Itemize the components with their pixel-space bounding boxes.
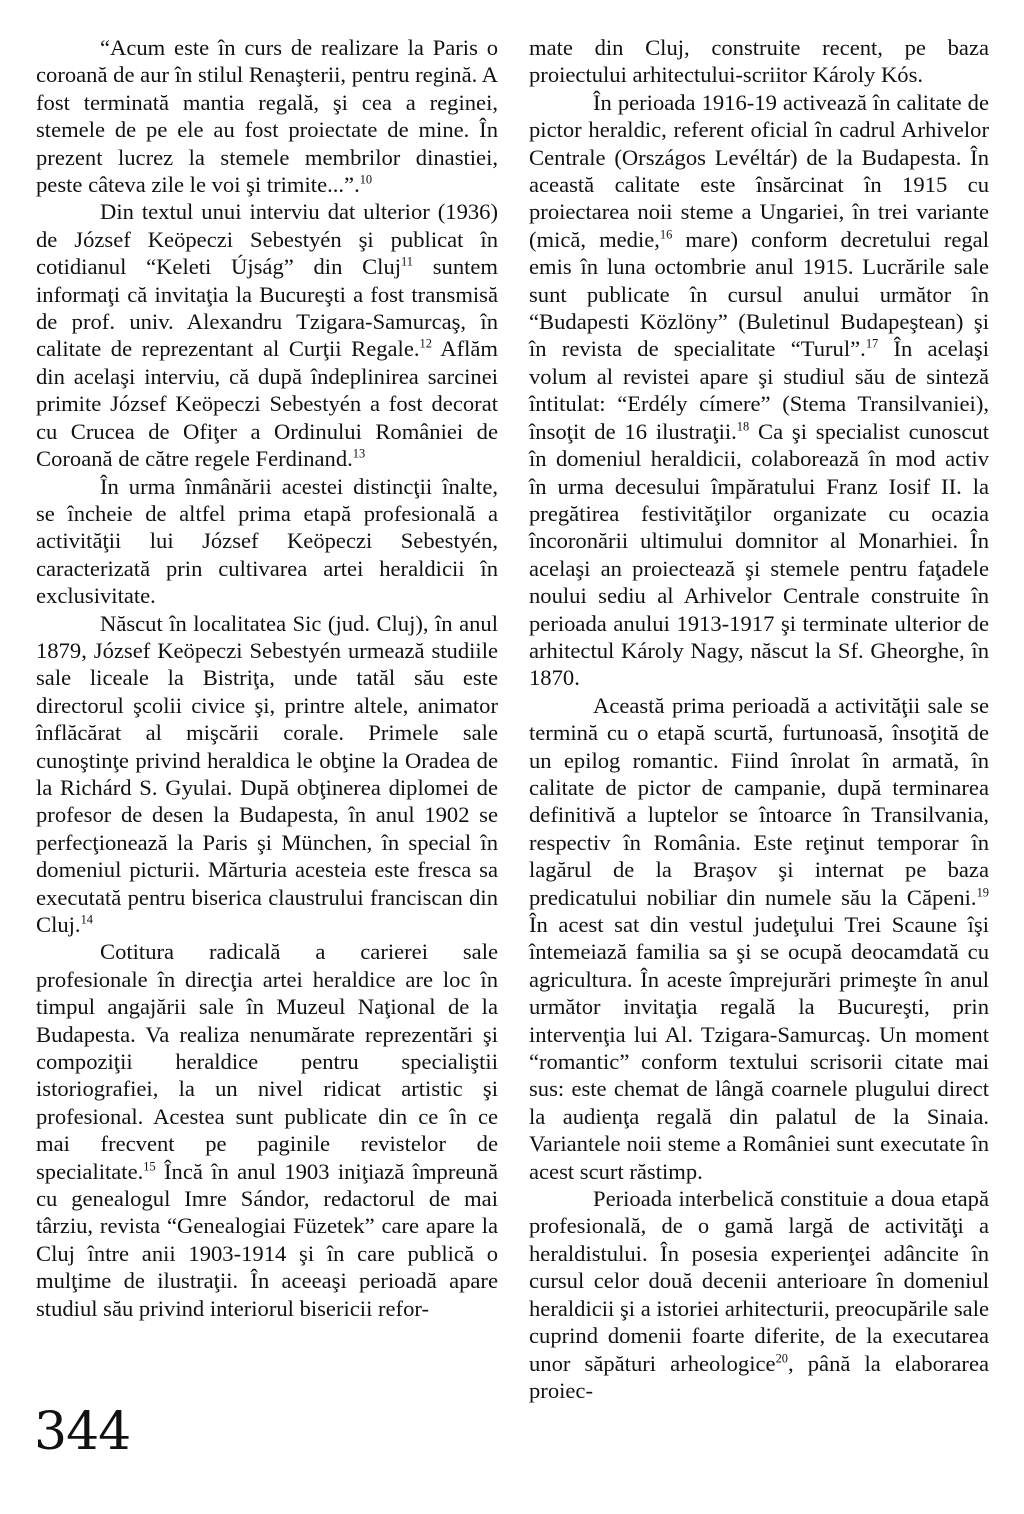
text-run: Încă în anul 1903 iniţiază împreună cu genealogul Imre Sándor, redactorul de mai târziu, revista “Genealogiai Füzetek” care apare la Cluj între anii 1903-1914 şi în care publică o mulţime de ilustraţii. În aceeaşi perioadă apare studiul său privind interiorul bisericii refor- — [36, 1158, 498, 1321]
footnote-marker: 14 — [80, 912, 93, 927]
paragraph — [36, 198, 498, 472]
paragraph — [36, 34, 498, 198]
text-run: În acelaşi volum al revistei apare şi studiul său de sinteză întitulat: “Erdély címere” (Stema Transilvaniei), însoţit de 16 ilustraţii. — [529, 336, 989, 444]
footnote-marker: 10 — [359, 172, 373, 187]
text-run: suntem informaţi că invitaţia la Bucureşti a fost transmisă de prof. univ. Alexandru Tzigara-Samurcaş, în calitate de reprezentant al Curţii Regale. — [36, 254, 498, 362]
text-run: În perioada 1916-19 activează în calitate de pictor heraldic, referent oficial în cadrul Arhivelor Centrale (Országos Levéltár) de la Budapesta. În această calitate este însărcinat în 1915 cu proiectarea noii steme a Ungariei, în trei variante (mică, medie, — [529, 89, 989, 252]
paragraph — [529, 1185, 989, 1404]
text-run: Din textul unui interviu dat ulterior (1936) de József Keöpeczi Sebestyén şi publicat în cotidianul “Keleti Újság” din Cluj — [36, 199, 498, 280]
text-run: “Acum este în curs de realizare la Paris o coroană de aur în stilul Renaşterii, pentru regină. A fost terminată mantia regală, şi cea a reginei, stemele de pe ele au fost proiectate de mine. În prezent lucrez la stemele membrilor dinastiei, peste câteva zile le voi şi trimite...”. — [36, 35, 498, 198]
footnote-marker: 13 — [352, 446, 366, 461]
text-run: mate din Cluj, construite recent, pe baza proiectului arhitectului-scriitor Károly Kós. — [529, 35, 989, 88]
text-run: Perioada interbelică constituie a doua etapă profesională, de o gamă largă de activităţi a heraldistului. În posesia experienţei adâncite în cursul celor două decenii anterioare în domeniul heraldicii şi a istoriei arhitecturii, preocupările sale cuprind domenii foarte diferite, de la executarea unor săpături arheologice — [529, 1186, 989, 1376]
footnote-marker: 20 — [775, 1350, 788, 1365]
footnote-marker: 12 — [419, 336, 432, 351]
right-text-column — [529, 34, 989, 1404]
footnote-marker: 17 — [865, 336, 879, 351]
paragraph — [529, 692, 989, 1185]
text-run: , până la elaborarea proiec- — [529, 1350, 989, 1403]
footnote-marker: 19 — [976, 885, 989, 900]
left-text-column — [36, 34, 498, 1322]
text-run: Această prima perioadă a activităţii sale se termină cu o etapă scurtă, furtunoasă, însoţită de un epilog romantic. Fiind înrolat în armată, în calitate de pictor de campanie, după terminarea definitivă a luptelor se întoarce în Transilvania, respectiv în România. Este reţinut temporar în lagărul de la Braşov şi internat pe baza predicatului nobiliar din numele său la Căpeni. — [529, 692, 989, 910]
footnote-marker: 11 — [401, 254, 413, 269]
paragraph — [36, 473, 498, 610]
paragraph — [36, 938, 498, 1322]
text-run: Născut în localitatea Sic (jud. Cluj), în anul 1879, József Keöpeczi Sebestyén urmează studiile sale liceale la Bistriţa, unde tatăl său este directorul şcolii civice şi, printre altele, animator înflăcărat al mişcării corale. Primele sale cunoştinţe privind heraldica le obţine la Oradea de la Richárd S. Gyulai. După obţinerea diplomei de profesor de desen la Budapesta, în anul 1902 se perfecţionează la Paris şi München, în special în domeniul picturii. Mărturia acesteia este fresca sa executată pentru biserica claustrului franciscan din Cluj. — [36, 610, 498, 937]
footnote-marker: 16 — [659, 227, 673, 242]
text-run: Cotitura radicală a carierei sale profesionale în direcţia artei heraldice are loc în timpul angajării sale în Muzeul Naţional de la Budapesta. Va realiza nenumărate reprezentări şi compoziţii heraldice pentru specialiştii istoriografiei, la un nivel ridicat artistic şi profesional. Acestea sunt publicate din ce în ce mai frecvent pe paginile revistelor de specialitate. — [36, 939, 498, 1184]
page-number: 344 — [34, 1402, 131, 1462]
paragraph — [529, 34, 989, 89]
text-run: Ca şi specialist cunoscut în domeniul heraldicii, colaborează în mod activ în urma decesului împăratului Franz Iosif II. la pregătirea festivităţilor organizate cu ocazia încoronării ultimului domnitor al Monarhiei. În acelaşi an proiectează şi stemele pentru faţadele noului sediu al Arhivelor Centrale construite în perioada anului 1913-1917 şi terminate ulterior de arhitectul Károly Nagy, născut la Sf. Gheorghe, în 1870. — [529, 418, 989, 691]
text-run: În acest sat din vestul judeţului Trei Scaune îşi întemeiază familia sa şi se ocupă deocamdată cu agricultura. În aceste împrejurări primeşte în anul următor invitaţia regală la Bucureşti, prin intervenţia lui Al. Tzigara-Samurcaş. Un moment “romantic” conform textului scrisorii citate mai sus: este chemat de lângă coarnele plugului direct la audienţa regală din palatul de la Sinaia. Variantele noii steme a României sunt executate în acest scurt răstimp. — [529, 912, 989, 1184]
paragraph — [529, 89, 989, 692]
text-run: În urma înmânării acestei distincţii înalte, se încheie de altfel prima etapă profesională a activităţii lui József Keöpeczi Sebestyén, caracterizată prin cultivarea artei heraldicii în exclusivitate. — [36, 473, 498, 609]
footnote-marker: 18 — [736, 419, 750, 434]
text-run: Aflăm din acelaşi interviu, că după îndeplinirea sarcinei primite József Keöpeczi Sebestyén a fost decorat cu Crucea de Ofiţer a Ordinului României de Coroană de către regele Ferdinand. — [36, 336, 498, 472]
text-run: mare) conform decretului regal emis în luna octombrie anul 1915. Lucrările sale sunt publicate în cursul anului următor în “Budapesti Közlöny” (Buletinul Budapeştean) şi în revista de specialitate “Turul”. — [529, 226, 989, 362]
paragraph — [36, 610, 498, 939]
footnote-marker: 15 — [143, 1159, 156, 1174]
